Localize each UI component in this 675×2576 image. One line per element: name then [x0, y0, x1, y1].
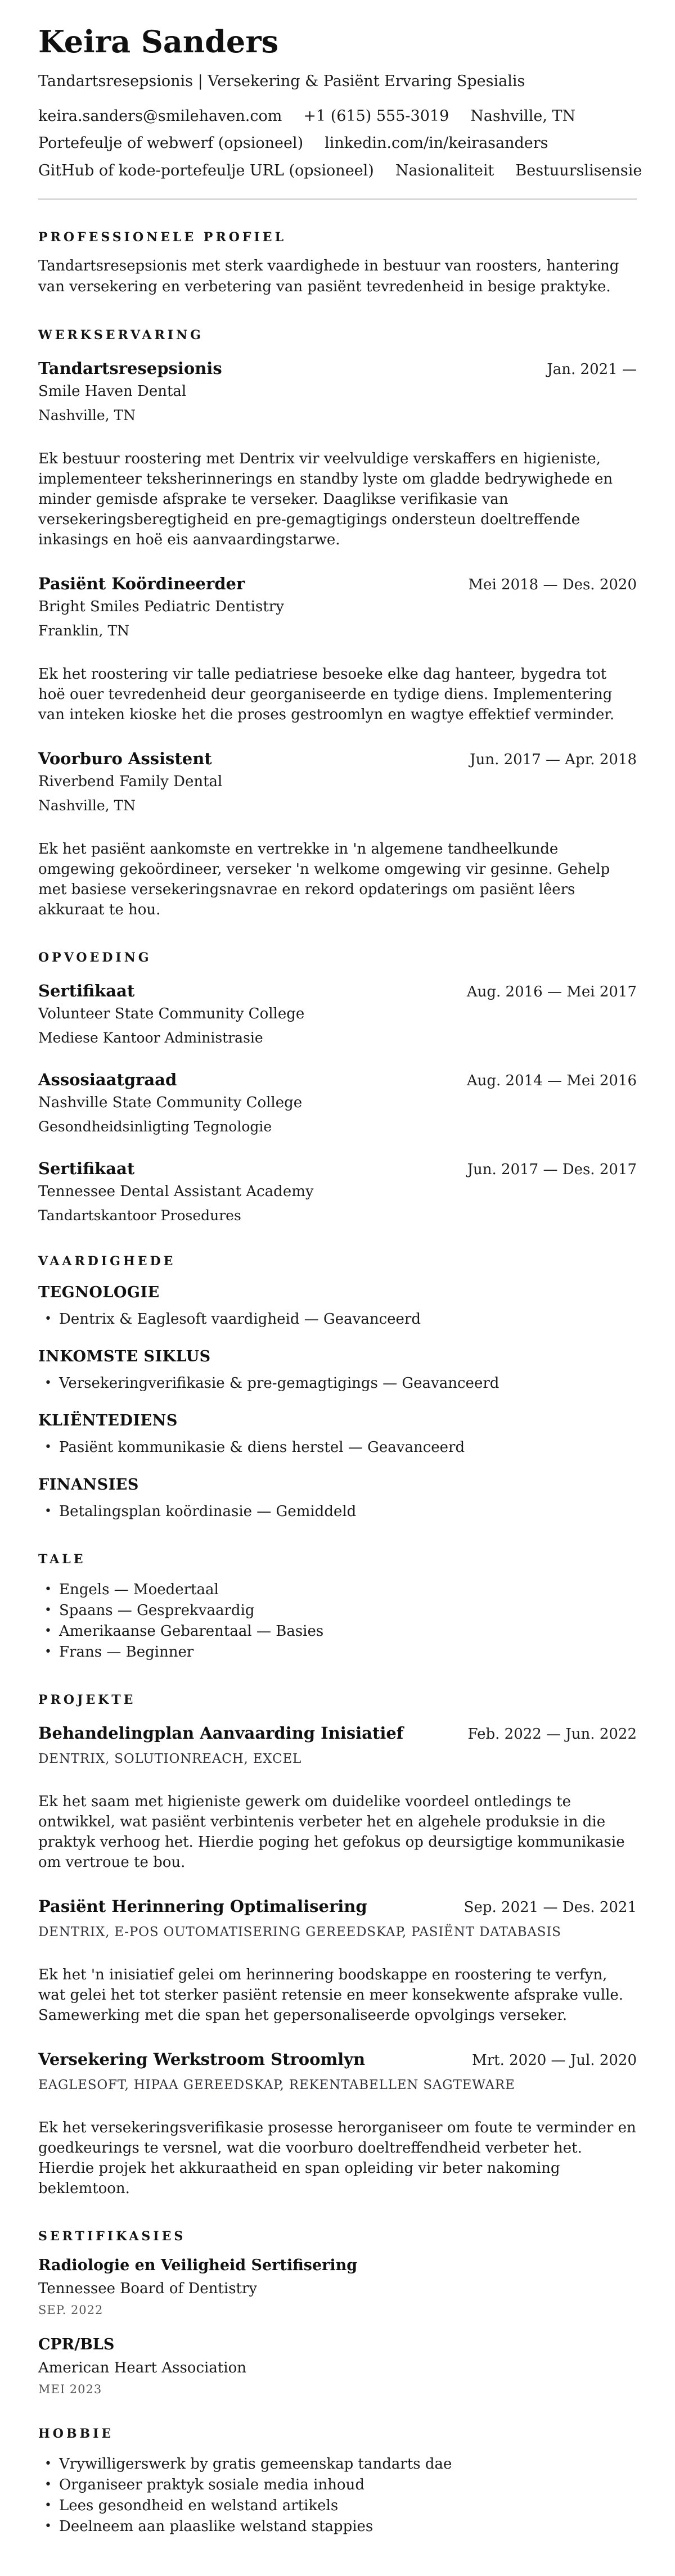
education-degree: Sertifikaat [38, 1159, 135, 1179]
education-dates: Aug. 2014 — Mei 2016 [466, 1072, 637, 1090]
certification-entry [38, 2257, 637, 2317]
hobbies-heading: HOBBIE [38, 2426, 114, 2442]
project-entry [38, 1724, 637, 1873]
job-dates: Jan. 2021 — [547, 361, 637, 378]
language-item: • Amerikaanse Gebarentaal — Basies [38, 1621, 637, 1641]
project-description: Ek het 'n inisiatief gelei om herinnering boodskappe en roostering te verfyn, wat gelei het tot sterker pasiënt retensie en meer konsekwente afsprake vulle. Samewerking met die span het gepersonaliseerde opvolgings verseker. [38, 1966, 624, 2024]
section-experience [38, 328, 637, 920]
contact-github: GitHub of kode-portefeulje URL (opsioneel) [38, 161, 374, 179]
job-description: Ek bestuur roostering met Dentrix vir veelvuldige verskaffers en higieniste, implementeer teksherinnerings en standby lyste om gladde bedrywighede en minder gemisde afsprake te verseker. Daaglikse verifikasie van versekeringsberegtigheid en pre-gemagtigings ondersteun doeltreffende inkasings en hoë eis aanvaardingstarwe. [38, 450, 613, 549]
project-title: Pasiënt Herinnering Optimalisering [38, 1897, 367, 1916]
project-dates: Feb. 2022 — Jun. 2022 [467, 1726, 637, 1743]
skill-group [38, 1348, 637, 1393]
job-title-row [38, 749, 637, 768]
contact-row-3 [38, 161, 642, 180]
section-skills [38, 1254, 637, 1522]
education-dates: Jun. 2017 — Des. 2017 [467, 1161, 637, 1179]
skill-category: KLIËNTEDIENS [38, 1412, 178, 1430]
contact-location: Nashville, TN [470, 107, 576, 125]
candidate-name: Keira Sanders [38, 24, 279, 60]
education-entry [38, 981, 637, 1046]
certification-title: CPR/BLS [38, 2336, 115, 2354]
education-field: Gesondheidsinligting Tegnologie [38, 1118, 272, 1135]
project-title: Behandelingplan Aanvaarding Inisiatief [38, 1724, 404, 1743]
projects-heading: PROJEKTE [38, 1693, 136, 1708]
education-title-row [38, 1159, 637, 1178]
skill-list [38, 1437, 637, 1458]
job-location: Franklin, TN [38, 622, 129, 639]
experience-heading: WERKSERVARING [38, 328, 204, 343]
contact-phone: +1 (615) 555-3019 [303, 107, 449, 125]
education-title-row [38, 981, 637, 1000]
certification-issuer: Tennessee Board of Dentistry [38, 2280, 258, 2298]
job-company: Riverbend Family Dental [38, 773, 223, 791]
languages-heading: TALE [38, 1552, 86, 1567]
job-entry [38, 574, 637, 725]
project-tools: DENTRIX, SOLUTIONREACH, EXCEL [38, 1752, 302, 1767]
hobby-list [38, 2454, 637, 2537]
certifications-heading: SERTIFIKASIES [38, 2229, 186, 2244]
job-entry [38, 749, 637, 920]
job-company: Bright Smiles Pediatric Dentistry [38, 598, 284, 616]
job-location: Nashville, TN [38, 407, 136, 424]
skill-item: • Pasiënt kommunikasie & diens herstel — Geavanceerd [38, 1437, 637, 1458]
header-divider [38, 198, 637, 200]
skill-group [38, 1412, 637, 1458]
section-profile [38, 230, 637, 297]
contact-drivers-license: Bestuurslisensie [515, 161, 642, 179]
education-entry [38, 1159, 637, 1224]
certification-entry [38, 2336, 637, 2396]
job-title: Tandartsresepsionis [38, 359, 222, 378]
project-tools: EAGLESOFT, HIPAA GEREEDSKAP, REKENTABELLEN SAGTEWARE [38, 2078, 515, 2093]
section-education [38, 950, 637, 1224]
education-degree: Sertifikaat [38, 981, 135, 1001]
resume-header [38, 24, 642, 180]
education-heading: OPVOEDING [38, 950, 152, 966]
project-entry [38, 2050, 637, 2199]
contact-row-1 [38, 107, 637, 125]
job-dates: Jun. 2017 — Apr. 2018 [470, 751, 637, 769]
hobby-item: • Deelneem aan plaaslike welstand stappies [38, 2516, 637, 2537]
job-title-row [38, 359, 637, 378]
project-description: Ek het versekeringsverifikasie prosesse herorganiseer om foute te verminder en goedkeurings te versnel, wat die voorburo doeltreffendheid verbeter het. Hierdie projek het akkuraatheid en span opleiding vir beter nakoming beklemtoon. [38, 2119, 636, 2198]
profile-heading: PROFESSIONELE PROFIEL [38, 230, 287, 245]
contact-linkedin: linkedin.com/in/keirasanders [325, 134, 548, 152]
language-item: • Frans — Beginner [38, 1642, 637, 1662]
job-description: Ek het roostering vir talle pediatriese besoeke elke dag hanteer, bygedra tot hoë ouer tevredenheid deur georganiseerde en tydige diens. Implementering van inteken kioske het die proses gestroomlyn en wagtye effektief verminder. [38, 666, 615, 724]
certification-title: Radiologie en Veiligheid Sertifisering [38, 2257, 358, 2275]
education-school: Tennessee Dental Assistant Academy [38, 1183, 314, 1201]
skill-list [38, 1501, 637, 1522]
education-field: Tandartskantoor Prosedures [38, 1207, 241, 1224]
language-item: • Engels — Moedertaal [38, 1580, 637, 1600]
project-title-row [38, 1724, 637, 1743]
profile-text: Tandartsresepsionis met sterk vaardighede in bestuur van roosters, hantering van versekering en verbetering van pasiënt tevredenheid in besige praktyke. [38, 258, 619, 296]
language-item: • Spaans — Gesprekvaardig [38, 1600, 637, 1621]
contact-row-2 [38, 134, 637, 152]
section-certifications [38, 2229, 637, 2396]
section-projects [38, 1693, 637, 2199]
skill-list [38, 1373, 637, 1393]
skills-heading: VAARDIGHEDE [38, 1254, 176, 1269]
skill-group [38, 1284, 637, 1329]
skill-list [38, 1309, 637, 1329]
job-entry [38, 359, 637, 550]
job-company: Smile Haven Dental [38, 383, 187, 400]
skill-category: FINANSIES [38, 1476, 139, 1494]
project-description: Ek het saam met higieniste gewerk om duidelike voordeel ontledings te ontwikkel, wat pasiënt verbintenis verbeter het en algehele produksie in die praktyk verhoog het. Hierdie poging het gefokus op deursigtige kommunikasie om vertroue te bou. [38, 1793, 625, 1871]
hobby-item: • Lees gesondheid en welstand artikels [38, 2496, 637, 2516]
contact-portfolio: Portefeulje of webwerf (opsioneel) [38, 134, 304, 152]
education-field: Mediese Kantoor Administrasie [38, 1030, 263, 1046]
skill-category: INKOMSTE SIKLUS [38, 1348, 211, 1366]
project-tools: DENTRIX, E-POS OUTOMATISERING GEREEDSKAP, PASIËNT DATABASIS [38, 1925, 561, 1940]
education-school: Volunteer State Community College [38, 1005, 305, 1023]
section-languages [38, 1552, 637, 1662]
skill-category: TEGNOLOGIE [38, 1284, 160, 1302]
candidate-headline: Tandartsresepsionis | Versekering & Pasiënt Ervaring Spesialis [38, 73, 525, 91]
education-degree: Assosiaatgraad [38, 1070, 177, 1090]
contact-email: keira.sanders@smilehaven.com [38, 107, 282, 125]
certification-date: MEI 2023 [38, 2383, 102, 2397]
education-title-row [38, 1070, 637, 1089]
project-entry [38, 1897, 637, 2025]
skill-item: • Dentrix & Eaglesoft vaardigheid — Geavanceerd [38, 1309, 637, 1329]
education-entry [38, 1070, 637, 1135]
certification-issuer: American Heart Association [38, 2360, 246, 2377]
job-location: Nashville, TN [38, 797, 136, 814]
hobby-item: • Vrywilligerswerk by gratis gemeenskap tandarts dae [38, 2454, 637, 2474]
project-title-row [38, 2050, 637, 2069]
skill-item: • Versekeringverifikasie & pre-gemagtigings — Geavanceerd [38, 1373, 637, 1393]
certification-date: SEP. 2022 [38, 2303, 104, 2317]
project-dates: Sep. 2021 — Des. 2021 [464, 1899, 637, 1916]
language-list [38, 1580, 637, 1662]
job-title: Pasiënt Koördineerder [38, 574, 245, 594]
education-school: Nashville State Community College [38, 1094, 303, 1112]
education-dates: Aug. 2016 — Mei 2017 [466, 984, 637, 1001]
hobby-item: • Organiseer praktyk sosiale media inhoud [38, 2475, 637, 2495]
project-title: Versekering Werkstroom Stroomlyn [38, 2050, 366, 2069]
skill-item: • Betalingsplan koördinasie — Gemiddeld [38, 1501, 637, 1522]
job-title-row [38, 574, 637, 593]
project-dates: Mrt. 2020 — Jul. 2020 [472, 2052, 637, 2069]
job-title: Voorburo Assistent [38, 749, 212, 769]
job-dates: Mei 2018 — Des. 2020 [468, 576, 637, 594]
skill-group [38, 1476, 637, 1522]
contact-nationality: Nasionaliteit [395, 161, 494, 179]
job-description: Ek het pasiënt aankomste en vertrekke in 'n algemene tandheelkunde omgewing gekoördineer, verseker 'n welkome omgewing vir gesinne. Gehelp met basiese versekeringsnavrae en rekord opdaterings om pasiënt lêers akkuraat te hou. [38, 841, 610, 919]
section-hobbies [38, 2426, 637, 2537]
project-title-row [38, 1897, 637, 1916]
